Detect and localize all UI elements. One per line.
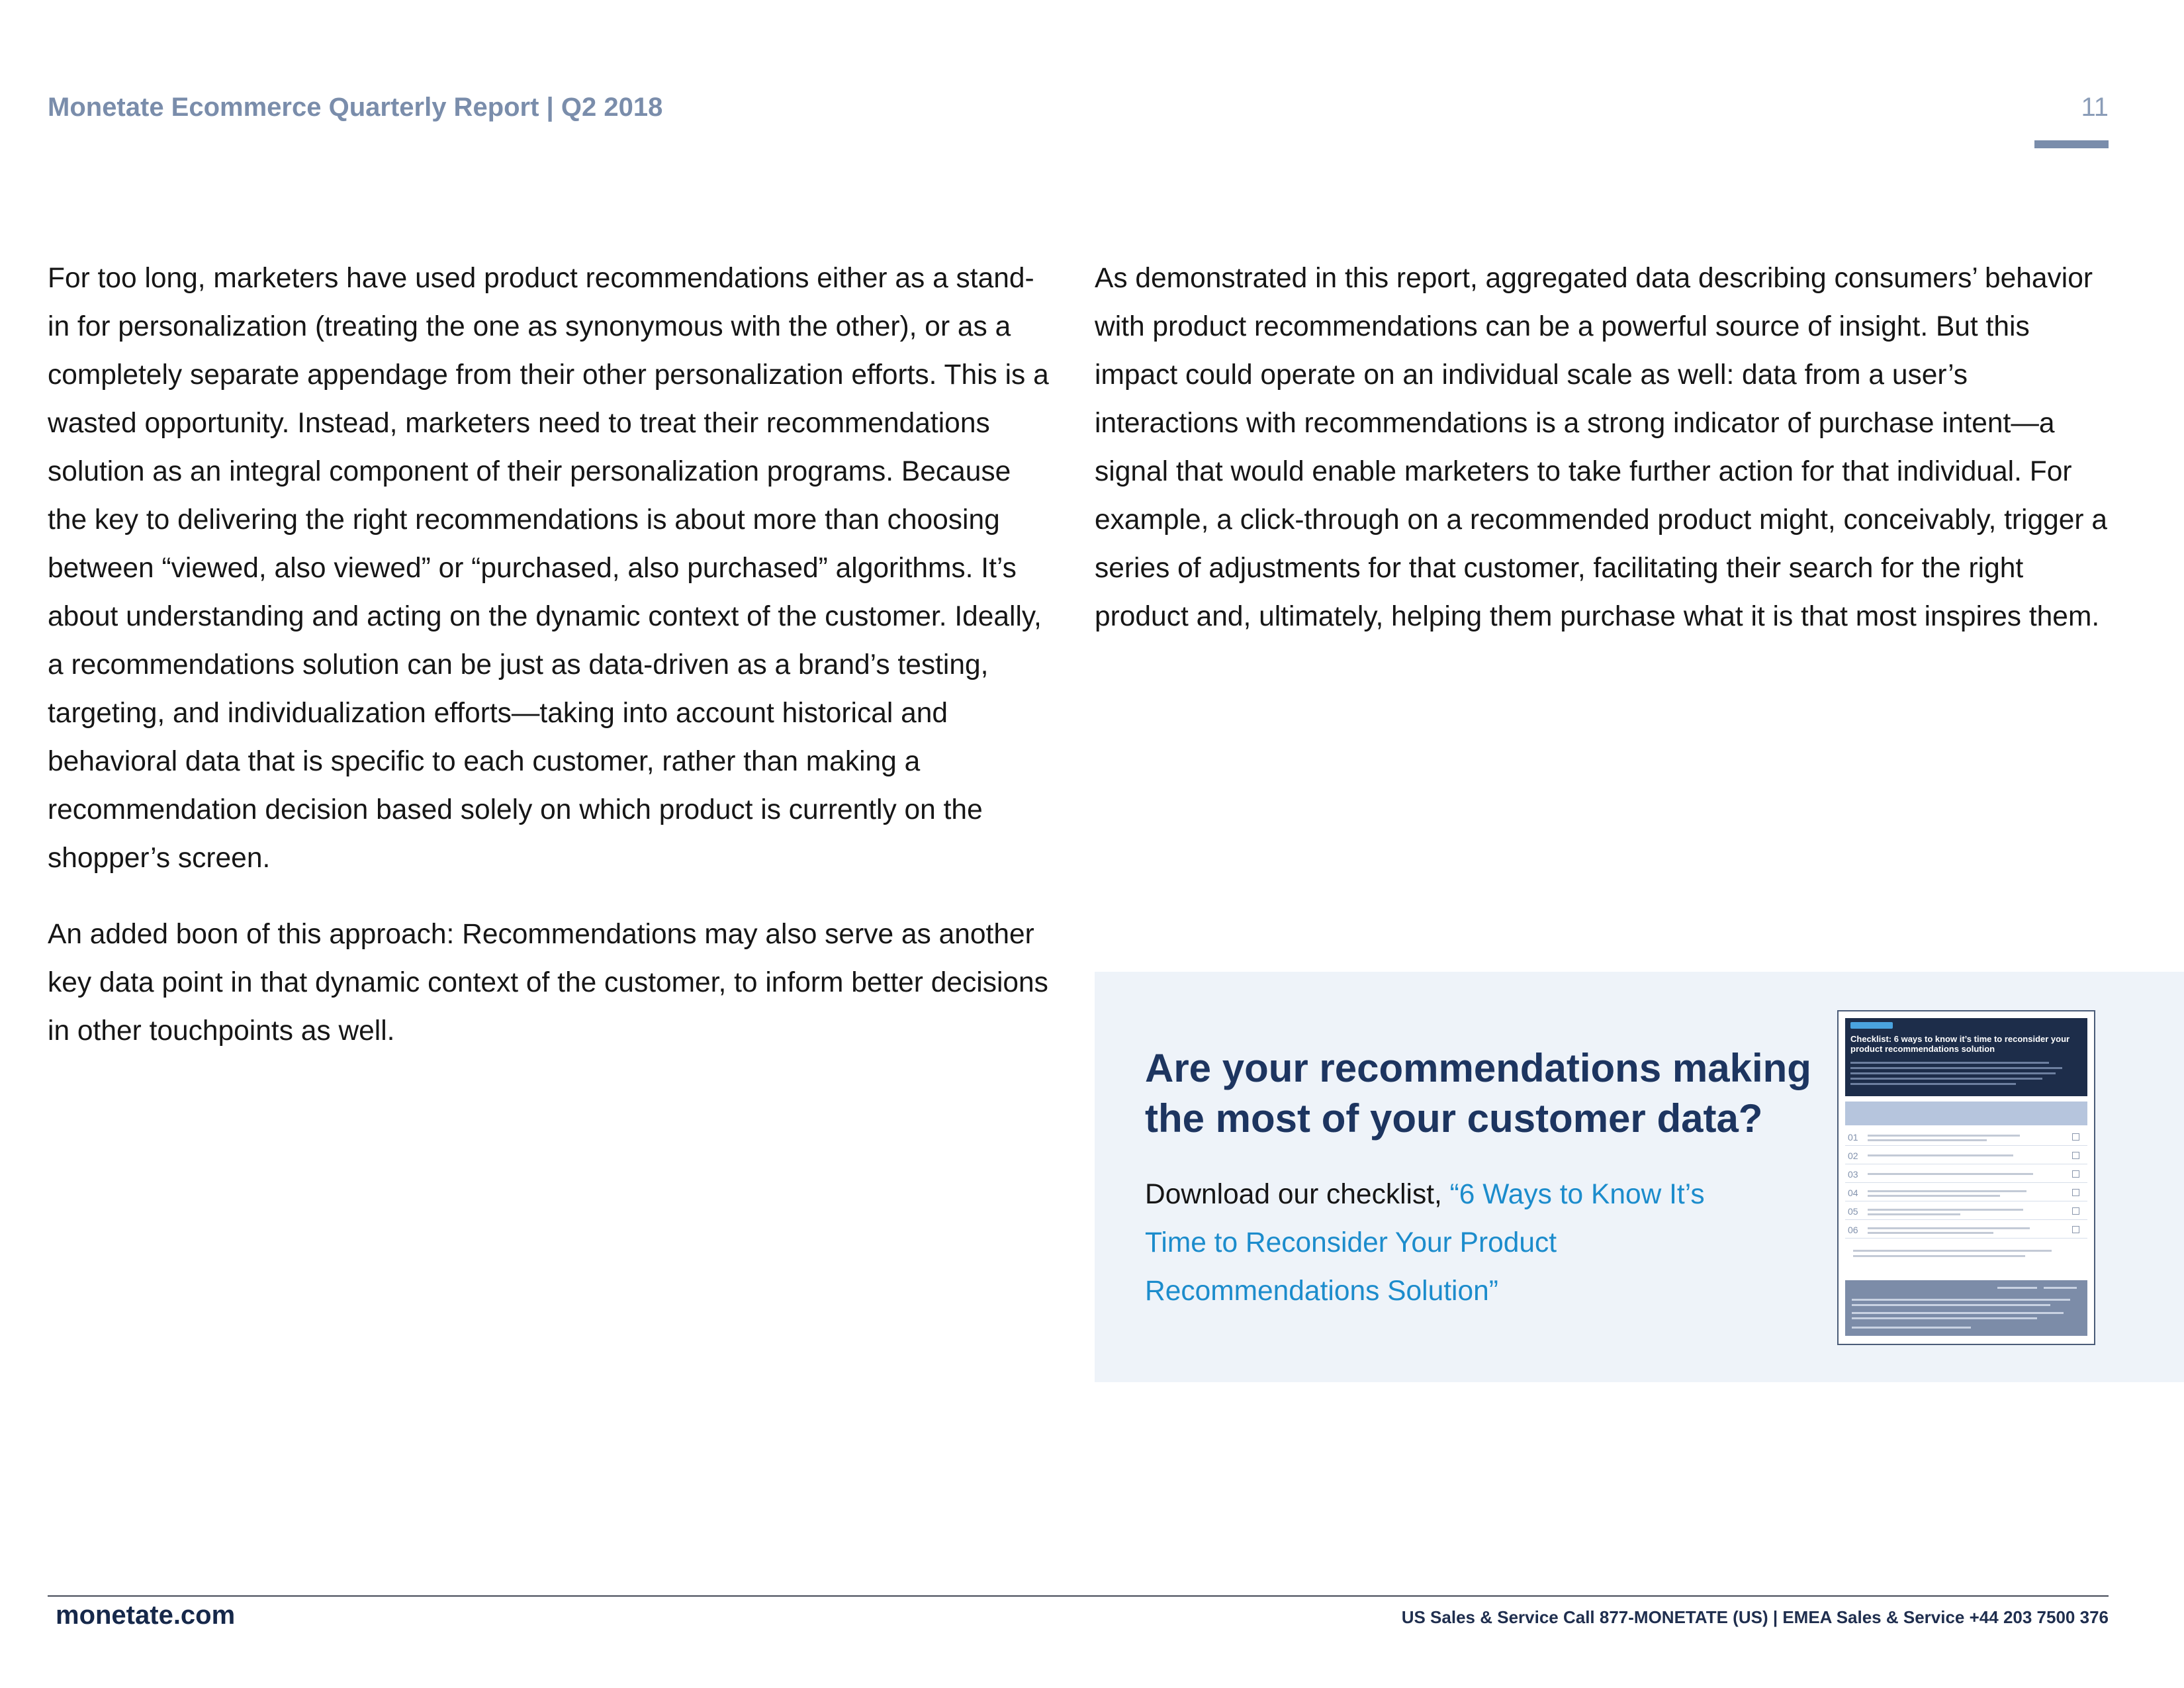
thumbnail-text-line	[1868, 1135, 2020, 1137]
left-paragraph-2: An added boon of this approach: Recommendations may also serve as another key data point in that dynamic context of the customer, to inform better decisions in other touchpoints as well.	[48, 919, 1048, 1047]
thumbnail-text-line	[1850, 1083, 2016, 1085]
checklist-callout	[1095, 972, 2184, 1382]
thumbnail-text-line	[1868, 1190, 2026, 1192]
thumbnail-text-line	[1868, 1232, 1993, 1234]
thumbnail-item-number: 03	[1848, 1169, 1858, 1180]
thumbnail-header	[1845, 1018, 2087, 1096]
page-number: 11	[2081, 93, 2109, 122]
thumbnail-text-line	[1868, 1154, 2013, 1156]
thumbnail-item-number: 05	[1848, 1206, 1858, 1217]
thumbnail-text-line	[1850, 1067, 2062, 1069]
monetate-logo-icon	[1850, 1022, 1893, 1029]
thumbnail-text-line	[1868, 1227, 2030, 1229]
thumbnail-title: Checklist: 6 ways to know it’s time to reconsider your product recommendations solution	[1850, 1034, 2070, 1054]
footer-website: monetate.com	[56, 1601, 236, 1630]
checkbox-icon	[2072, 1226, 2079, 1233]
thumbnail-item-number: 06	[1848, 1225, 1858, 1235]
page-number-underline	[2034, 140, 2109, 148]
thumbnail-text-line	[1852, 1304, 2050, 1306]
thumbnail-checklist-row	[1845, 1149, 2087, 1164]
right-column	[1095, 254, 2114, 669]
left-paragraph-1: For too long, marketers have used product recommendations either as a stand-in for personalization (treating the one as synonymous with the other), or as a completely separate appendage from their other personalization efforts. This is a wasted opportunity. Instead, marketers need to treat their recommendations solution as an integral component of their personalization programs. Because the key to delivering the right recommendations is about more than choosing between “viewed, also viewed” or “purchased, also purchased” algorithms. It’s about understanding and acting on the dynamic context of the customer. Ideally, a recommendations solution can be just as data-driven as a brand’s testing, targeting, and individualization efforts—taking into account historical and behavioral data that is specific to each customer, rather than making a recommendation decision based solely on which product is currently on the shopper’s screen.	[48, 263, 1049, 874]
footer-divider	[48, 1595, 2109, 1597]
thumbnail-text-line	[1868, 1139, 1987, 1141]
thumbnail-text-line	[1853, 1255, 2025, 1257]
checkbox-icon	[2072, 1152, 2079, 1159]
footer-contact-info: US Sales & Service Call 877-MONETATE (US) | EMEA Sales & Service +44 203 7500 376	[1401, 1607, 2109, 1627]
thumbnail-text-line	[1868, 1209, 2023, 1211]
thumbnail-checklist-row	[1845, 1168, 2087, 1183]
thumbnail-item-number: 02	[1848, 1150, 1858, 1161]
checklist-thumbnail[interactable]	[1837, 1010, 2095, 1345]
thumbnail-text-line	[1868, 1195, 2000, 1197]
thumbnail-footer	[1845, 1280, 2087, 1336]
thumbnail-text-line	[1997, 1287, 2037, 1289]
thumbnail-checklist-row	[1845, 1186, 2087, 1201]
report-title: Monetate Ecommerce Quarterly Report | Q2 2018	[48, 93, 663, 122]
checkbox-icon	[2072, 1189, 2079, 1196]
left-column	[48, 254, 1054, 1083]
checkbox-icon	[2072, 1207, 2079, 1215]
checkbox-icon	[2072, 1170, 2079, 1178]
checkbox-icon	[2072, 1133, 2079, 1141]
thumbnail-text-line	[1852, 1299, 2070, 1301]
callout-heading: Are your recommendations making the most of your customer data?	[1145, 1046, 1811, 1141]
thumbnail-intro-band	[1845, 1102, 2087, 1125]
callout-text	[1145, 1170, 1727, 1315]
thumbnail-text-line	[1868, 1173, 2033, 1175]
thumbnail-text-line	[1850, 1062, 2049, 1064]
thumbnail-item-number: 01	[1848, 1132, 1858, 1143]
thumbnail-checklist-row	[1845, 1205, 2087, 1220]
thumbnail-text-line	[2044, 1287, 2077, 1289]
thumbnail-text-line	[1852, 1327, 1971, 1329]
thumbnail-checklist-row	[1845, 1131, 2087, 1146]
checklist-download-link[interactable]: “6 Ways to Know It’s Time to Reconsider Your Product Recommendations Solution”	[1145, 1179, 1705, 1307]
thumbnail-text-line	[1852, 1317, 2037, 1319]
thumbnail-text-line	[1868, 1213, 1960, 1215]
callout-text-prefix: Download our checklist,	[1145, 1179, 1450, 1210]
thumbnail-text-line	[1850, 1078, 2042, 1080]
thumbnail-checklist-row	[1845, 1223, 2087, 1239]
thumbnail-text-line	[1850, 1072, 2056, 1074]
thumbnail-text-line	[1852, 1312, 2064, 1314]
thumbnail-text-line	[1853, 1250, 2052, 1252]
right-paragraph-1: As demonstrated in this report, aggregated data describing consumers’ behavior with product recommendations can be a powerful source of insight. But this impact could operate on an individual scale as well: data from a user’s interactions with recommendations is a strong indicator of purchase intent—a signal that would enable marketers to take further action for that individual. For example, a click-through on a recommended product might, conceivably, trigger a series of adjustments for that customer, facilitating their search for the right product and, ultimately, helping them purchase what it is that most inspires them.	[1095, 263, 2107, 632]
thumbnail-item-number: 04	[1848, 1188, 1858, 1198]
